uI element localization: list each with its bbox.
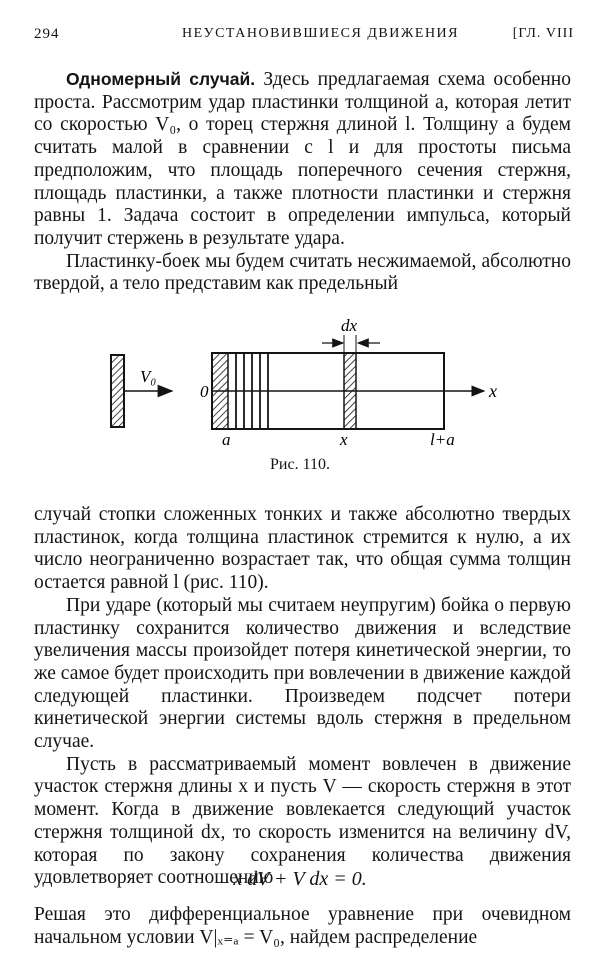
section-heading: Одномерный случай. — [66, 69, 256, 89]
label-l-plus-a: l+a — [430, 430, 455, 449]
velocity-label: V₀ — [140, 367, 157, 386]
page-header — [34, 26, 574, 48]
text-block-bottom — [34, 904, 571, 949]
paragraph-text: Здесь предлагаемая схема особенно проста. Рассмотрим удар пластинки толщиной a, которая летит со скоростью V₀, о торец стержня длиной l. Толщину a будем считать малой в сравнении с l и для простоты письма предположим, что площадь поперечного сечения стержня, площадь пластинки, а также плотности пластинки и стержня равны 1. Задача состоит в определении импульса, который получит стержень в результате удара. — [34, 69, 571, 249]
figure-caption: Рис. 110. — [270, 456, 330, 473]
text-block-middle — [34, 504, 571, 890]
paragraph: Пластинку-боек мы будем считать несжимаемой, абсолютно твердой, а тело представим как предельный — [34, 250, 571, 295]
x-axis-label: x — [489, 381, 497, 401]
running-title: НЕУСТАНОВИВШИЕСЯ ДВИЖЕНИЯ — [182, 26, 459, 41]
paragraph: Пусть в рассматриваемый момент вовлечен в движение участок стержня длины x и пусть V — скорость стержня в этот момент. Когда в движение вовлекается следующий участок стержня толщиной dx, то скорость изменится на величину dV, которая по закону сохранения количества движения удовлетворяет соотношению — [34, 753, 571, 889]
origin-label: 0 — [200, 382, 209, 401]
dx-label: dx — [341, 316, 358, 335]
label-x: x — [340, 430, 348, 449]
paragraph: случай стопки сложенных тонких и также абсолютно твердых пластинок, когда толщина пластинок стремится к нулю, а их число неограниченно возрастает так, что общая сумма толщин остается равной l (рис. 110). — [34, 504, 571, 594]
chapter-label: [ГЛ. VIII — [512, 26, 574, 41]
equation: x dV + V dx = 0. — [233, 868, 367, 890]
text-block-top — [34, 68, 571, 296]
paragraph — [34, 68, 571, 251]
paragraph: При ударе (который мы считаем неупругим) бойка о первую пластинку сохранится количество движения и вследствие увеличения массы произойдет потеря кинетической энергии, то же самое будет происходить при вовлечении в движение каждой следующей пластинки. Произведем подсчет потери кинетической энергии системы вдоль стержня в предельном случае. — [34, 594, 571, 753]
page-number: 294 — [34, 26, 60, 42]
paragraph: Решая это дифференциальное уравнение при очевидном начальном условии V|ₓ₌ₐ = V₀, найдем распределение — [34, 904, 571, 948]
striker-plate — [111, 355, 124, 427]
label-a: a — [222, 430, 231, 449]
